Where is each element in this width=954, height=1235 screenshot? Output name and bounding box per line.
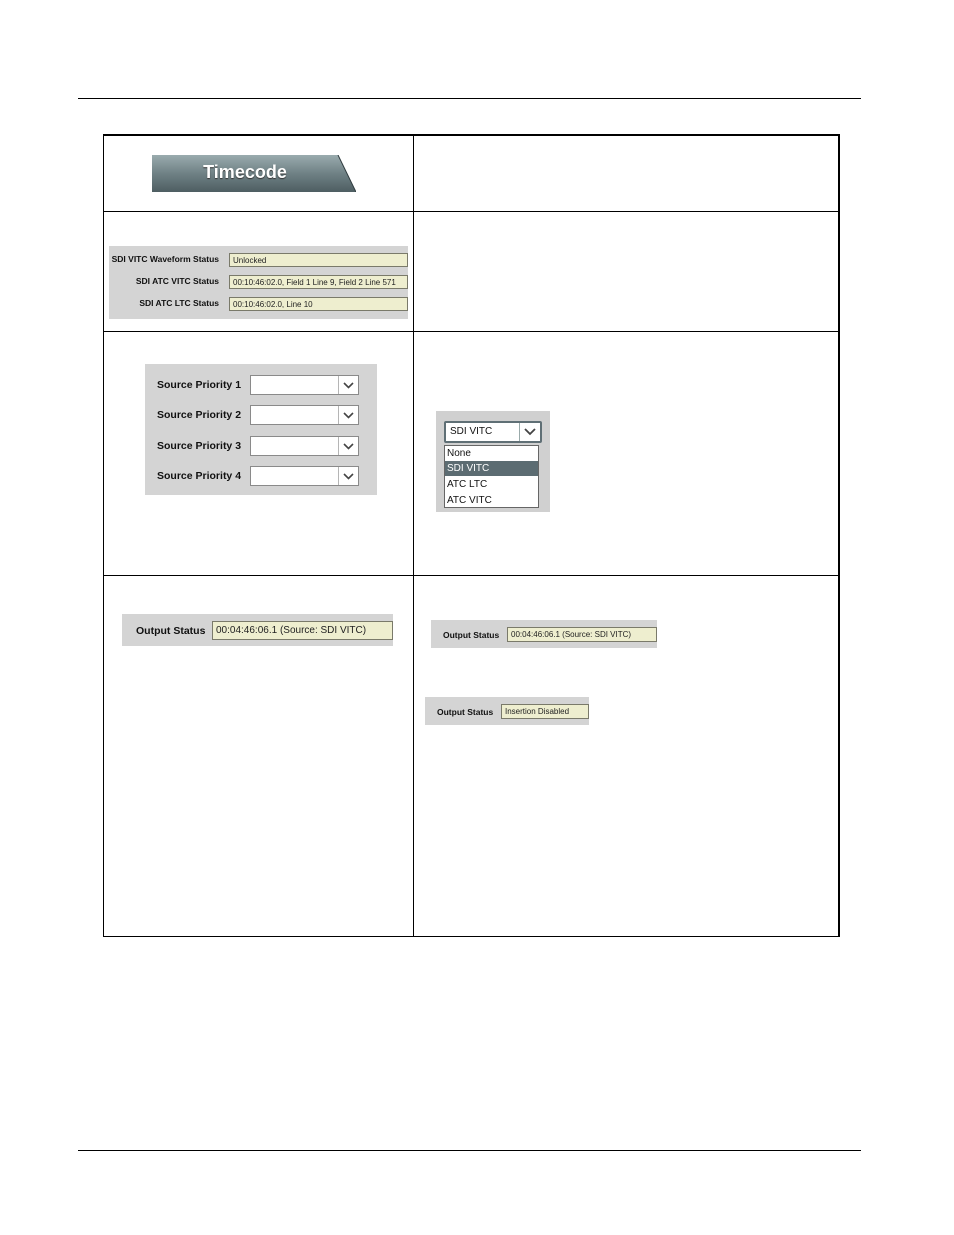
timecode-status-panel xyxy=(109,246,408,319)
sdi-vitc-waveform-status-label: SDI VITC Waveform Status xyxy=(111,254,219,264)
table-row-divider xyxy=(104,575,839,576)
source-priority-2-label: Source Priority 2 xyxy=(157,409,242,421)
option-none[interactable]: None xyxy=(447,448,471,459)
source-priority-panel xyxy=(145,364,377,495)
option-atc-vitc[interactable]: ATC VITC xyxy=(447,495,492,506)
source-priority-1-label: Source Priority 1 xyxy=(157,379,242,391)
chevron-down-icon[interactable] xyxy=(338,406,358,424)
option-atc-ltc[interactable]: ATC LTC xyxy=(447,479,488,490)
footer-rule xyxy=(78,1150,861,1151)
output-status-panel xyxy=(122,614,393,646)
chevron-down-icon[interactable] xyxy=(338,467,358,485)
table-row-divider xyxy=(104,211,839,212)
source-priority-3-label: Source Priority 3 xyxy=(157,440,242,452)
source-priority-3-select[interactable] xyxy=(250,436,359,456)
source-select-expanded[interactable] xyxy=(444,421,542,443)
option-sdi-vitc[interactable]: SDI VITC xyxy=(445,461,538,476)
output-status-example-disabled xyxy=(425,697,589,725)
output-status-field: 00:04:46:06.1 (Source: SDI VITC) xyxy=(212,621,393,640)
source-priority-4-label: Source Priority 4 xyxy=(157,470,242,482)
tab-label: Timecode xyxy=(203,162,287,182)
source-select-value: SDI VITC xyxy=(450,426,493,437)
sdi-atc-ltc-status-label: SDI ATC LTC Status xyxy=(139,298,219,308)
tab-timecode[interactable] xyxy=(152,155,356,192)
output-status-label: Output Status xyxy=(136,625,206,637)
sdi-atc-vitc-status-label: SDI ATC VITC Status xyxy=(135,276,219,286)
source-priority-1-select[interactable] xyxy=(250,375,359,395)
table-row-divider xyxy=(104,331,839,332)
output-status-example-running xyxy=(431,620,657,648)
output-status-field: Insertion Disabled xyxy=(501,704,589,719)
sdi-atc-ltc-status-field: 00:10:46:02.0, Line 10 xyxy=(229,297,408,311)
chevron-down-icon[interactable] xyxy=(338,437,358,455)
output-status-field: 00:04:46:06.1 (Source: SDI VITC) xyxy=(507,627,657,642)
source-priority-4-select[interactable] xyxy=(250,466,359,486)
output-status-label: Output Status xyxy=(443,630,500,640)
header-rule xyxy=(78,98,861,99)
table-column-divider xyxy=(413,136,414,937)
source-priority-2-select[interactable] xyxy=(250,405,359,425)
output-status-label: Output Status xyxy=(437,707,494,717)
source-options-list xyxy=(444,445,539,508)
chevron-down-icon[interactable] xyxy=(338,376,358,394)
sdi-vitc-waveform-status-field: Unlocked xyxy=(229,253,408,267)
sdi-atc-vitc-status-field: 00:10:46:02.0, Field 1 Line 9, Field 2 Line 571 xyxy=(229,275,408,289)
chevron-down-icon[interactable] xyxy=(519,423,540,441)
